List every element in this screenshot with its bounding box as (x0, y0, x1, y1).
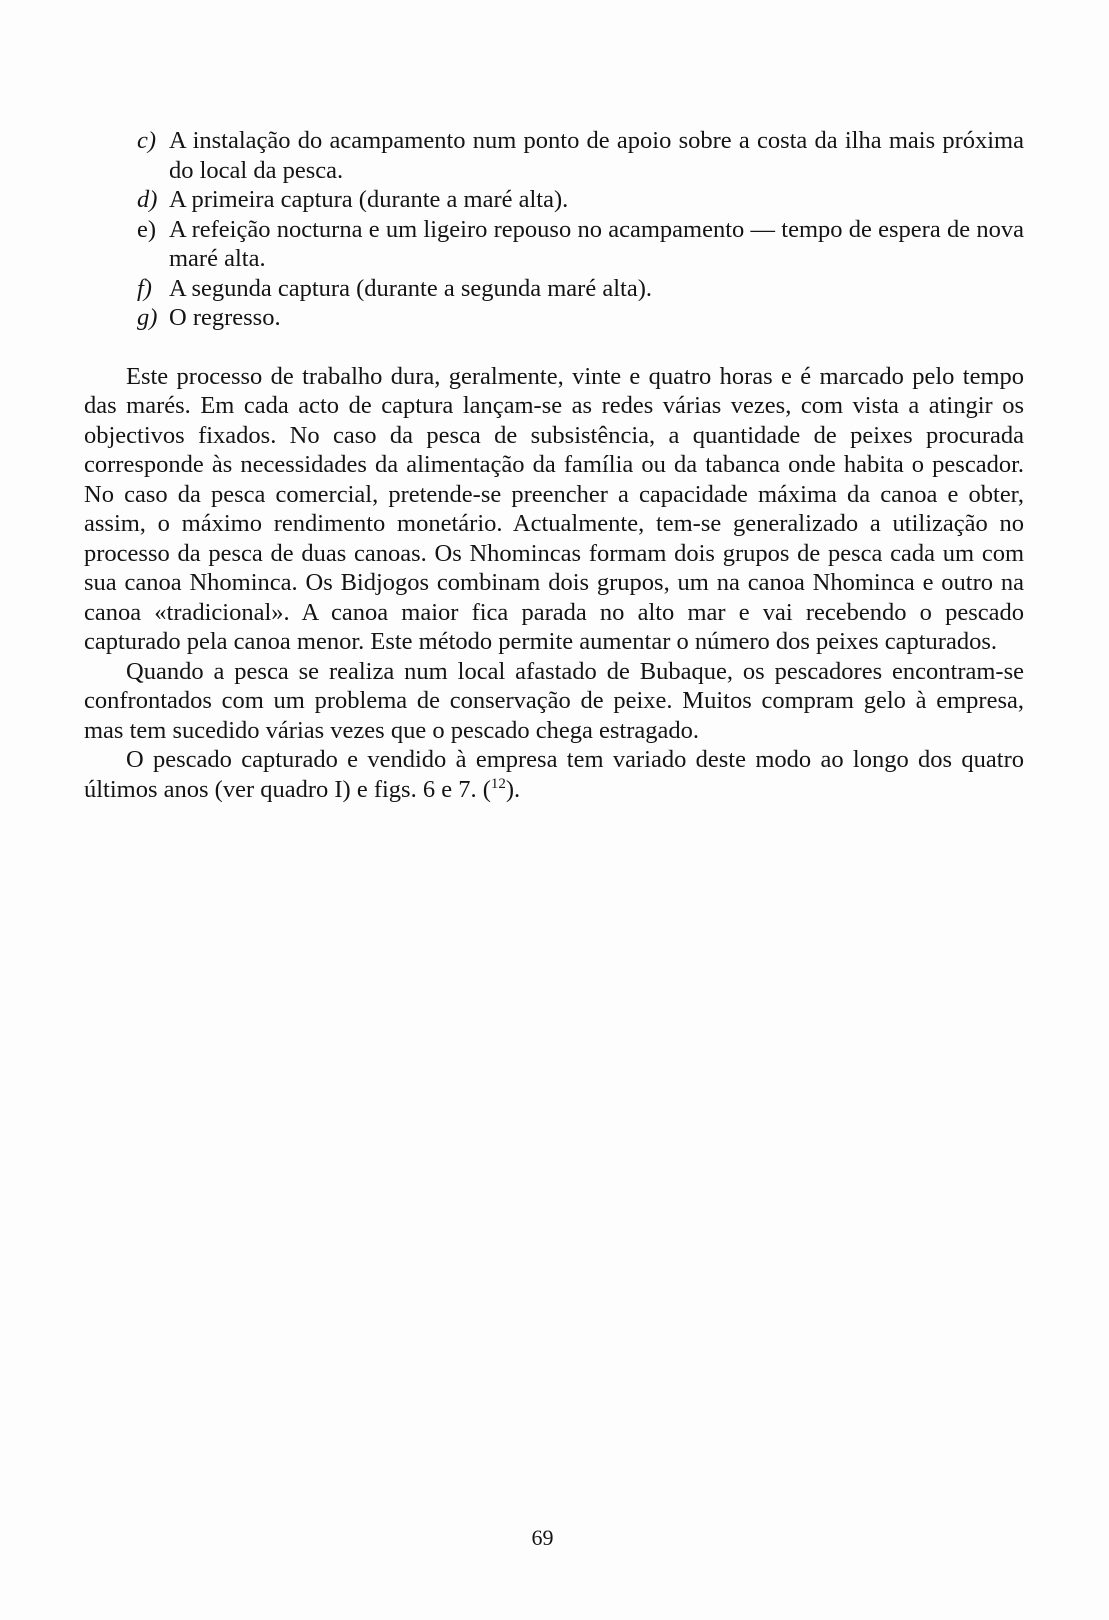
body-text (84, 126, 1024, 804)
list-marker: g) (137, 304, 158, 331)
list-item-text: A segunda captura (durante a segunda maré alta). (169, 274, 652, 302)
paragraph-catch-variation (84, 745, 1024, 804)
list-item-g (84, 303, 1024, 333)
paragraph-conservation: Quando a pesca se realiza num local afastado de Bubaque, os pescadores encontram-se confrontados com um problema de conservação de peixe. Muitos compram gelo à empresa, mas tem sucedido várias vezes que o pescado chega estragado. (84, 657, 1024, 744)
list-marker: e) (137, 215, 157, 243)
footnote-reference: 12 (490, 775, 506, 792)
list-marker: c) (137, 127, 157, 154)
list-item-text: O regresso. (169, 304, 281, 331)
list-marker: d) (137, 186, 158, 213)
paragraph-text-end: ). (505, 775, 521, 803)
list-item-text: A instalação do acampamento num ponto de apoio sobre a costa da ilha mais próxima do local da pesca. (169, 127, 1024, 184)
list-marker: f) (137, 274, 152, 302)
list-item-e (84, 215, 1024, 274)
page-number: 69 (531, 1525, 554, 1550)
list-item-text: A primeira captura (durante a maré alta). (169, 186, 569, 213)
list-item-c (84, 126, 1024, 185)
list-item-text: A refeição nocturna e um ligeiro repouso no acampamento — tempo de espera de nova maré alta. (169, 215, 1024, 272)
list-item-f (84, 274, 1024, 304)
list-item-d (84, 185, 1024, 215)
paragraph-text: O pescado capturado e vendido à empresa tem variado deste modo ao longo dos quatro últimos anos (ver quadro I) e figs. 6 e 7. ( (84, 746, 1024, 803)
paragraph-work-process: Este processo de trabalho dura, geralmente, vinte e quatro horas e é marcado pelo tempo das marés. Em cada acto de captura lançam-se as redes várias vezes, com vista a atingir os objectivos fixados. No caso da pesca de subsistência, a quantidade de peixes procurada corresponde às necessidades da alimentação da família ou da tabanca onde habita o pescador. No caso da pesca comercial, pretende-se preencher a capacidade máxima da canoa e obter, assim, o máximo rendimento monetário. Actualmente, tem-se generalizado a utilização no processo da pesca de duas canoas. Os Nhomincas formam dois grupos de pesca cada um com sua canoa Nhominca. Os Bidjogos combinam dois grupos, um na canoa Nhominca e outro na canoa «tradicional». A canoa maior fica parada no alto mar e vai recebendo o pescado capturado pela canoa menor. Este método permite aumentar o número dos peixes capturados. (84, 362, 1024, 655)
